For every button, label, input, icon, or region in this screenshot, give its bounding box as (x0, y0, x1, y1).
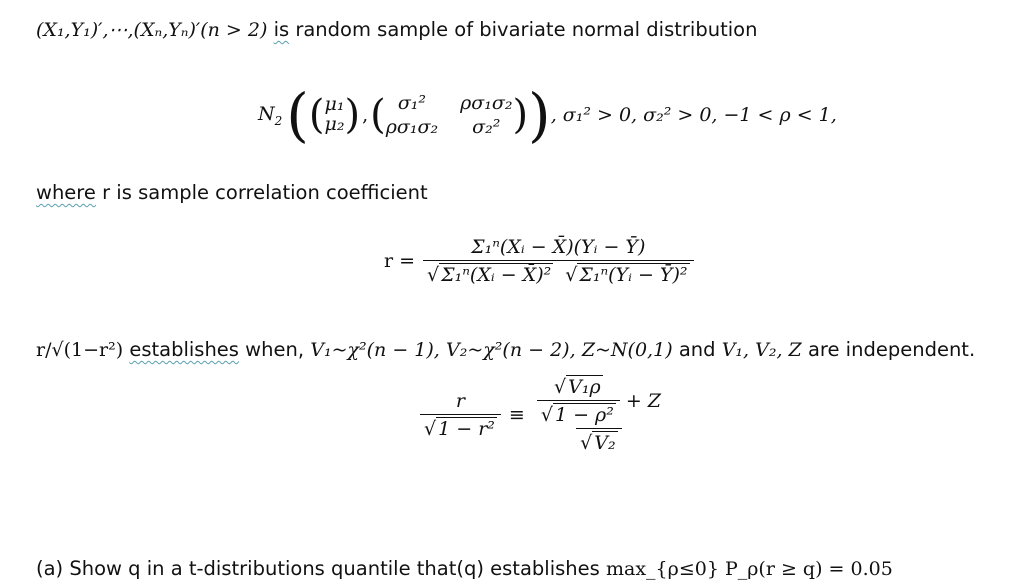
line1-rest: random sample of bivariate normal distribution (295, 18, 758, 41)
normal-symbol: $N_2$ (258, 102, 283, 128)
where-word: where (36, 181, 96, 204)
establishes-word: establishes (129, 338, 239, 361)
line-3 (36, 338, 975, 361)
distribution-formula: $N_2$ ( ( μ₁ μ₂ ) , ( σ₁² ρσ₁σ₂ ρσ₁σ₂ σ₂² ) ) , σ₁² > 0, σ₂² > 0, −1 < ρ < 1, (258, 81, 837, 149)
cov-paren-left: ( (370, 92, 386, 138)
mu1: μ₁ (324, 93, 345, 116)
part-a-text: (a) Show q in a t-distributions quantile that(q) establishes (36, 557, 600, 580)
r-fraction (423, 236, 693, 286)
line3-tail: are independent. (807, 338, 976, 361)
cov-22: σ₂² (472, 116, 501, 138)
part-a (36, 557, 893, 580)
r-definition (384, 236, 694, 286)
r-numerator: Σ₁ⁿ(Xᵢ − X̄)(Yᵢ − Ȳ) (471, 236, 646, 258)
mean-paren-left: ( (308, 92, 325, 138)
rhs-numerator (533, 376, 665, 428)
lhs-fraction (420, 390, 501, 440)
rhs-fraction (533, 376, 665, 454)
lhs-numerator: r (455, 390, 465, 412)
v1-dist: V₁~χ²(n − 1), (310, 339, 440, 361)
mean-paren-right: ) (344, 92, 361, 138)
when-text: when, (245, 338, 305, 361)
plus-z: + Z (625, 390, 661, 412)
is-word: is (273, 18, 290, 41)
sample-notation: (X₁,Y₁)′,⋯,(Xₙ,Yₙ)′(n > 2) (36, 19, 268, 41)
cov-paren-right: ) (512, 92, 529, 138)
v2-dist: V₂~χ²(n − 2), (446, 339, 576, 361)
equivalence-formula (420, 376, 665, 454)
cov-12: ρσ₁σ₂ (460, 92, 513, 114)
r-lhs: r = (384, 250, 416, 272)
line2-rest: r is sample correlation coefficient (102, 181, 428, 204)
part-a-formula: max_{ρ≤0} P_ρ(r ≥ q) = 0.05 (606, 558, 893, 580)
equiv-operator: ≡ (508, 404, 525, 426)
outer-paren-left: ( (286, 81, 309, 149)
outer-paren-right: ) (528, 81, 551, 149)
line-1 (36, 18, 757, 41)
cov-11: σ₁² (397, 92, 427, 114)
z-dist: Z~N(0,1) (581, 339, 673, 361)
cov-21: ρσ₁σ₂ (385, 116, 439, 138)
mean-vector (325, 95, 345, 135)
and-text: and (678, 338, 716, 361)
lhs-denominator: √ 1 − r² (420, 414, 501, 440)
r-denominator: √ Σ₁ⁿ(Xᵢ − X̄)² √ Σ₁ⁿ(Yᵢ − Ȳ)² (423, 260, 693, 286)
conditions: , σ₁² > 0, σ₂² > 0, −1 < ρ < 1, (550, 104, 837, 126)
mu2: μ₂ (324, 113, 345, 135)
covariance-matrix (386, 92, 513, 138)
line-2 (36, 181, 428, 204)
inner-fraction: $\frac{\text{√ V₁ρ}}{\text{√ 1 − ρ²}}$ (537, 376, 620, 426)
rhs-denominator: √ V₂ (576, 428, 621, 454)
ratio-expression: r/√(1−r²) (36, 339, 124, 361)
independent-vars: V₁, V₂, Z (721, 339, 802, 361)
